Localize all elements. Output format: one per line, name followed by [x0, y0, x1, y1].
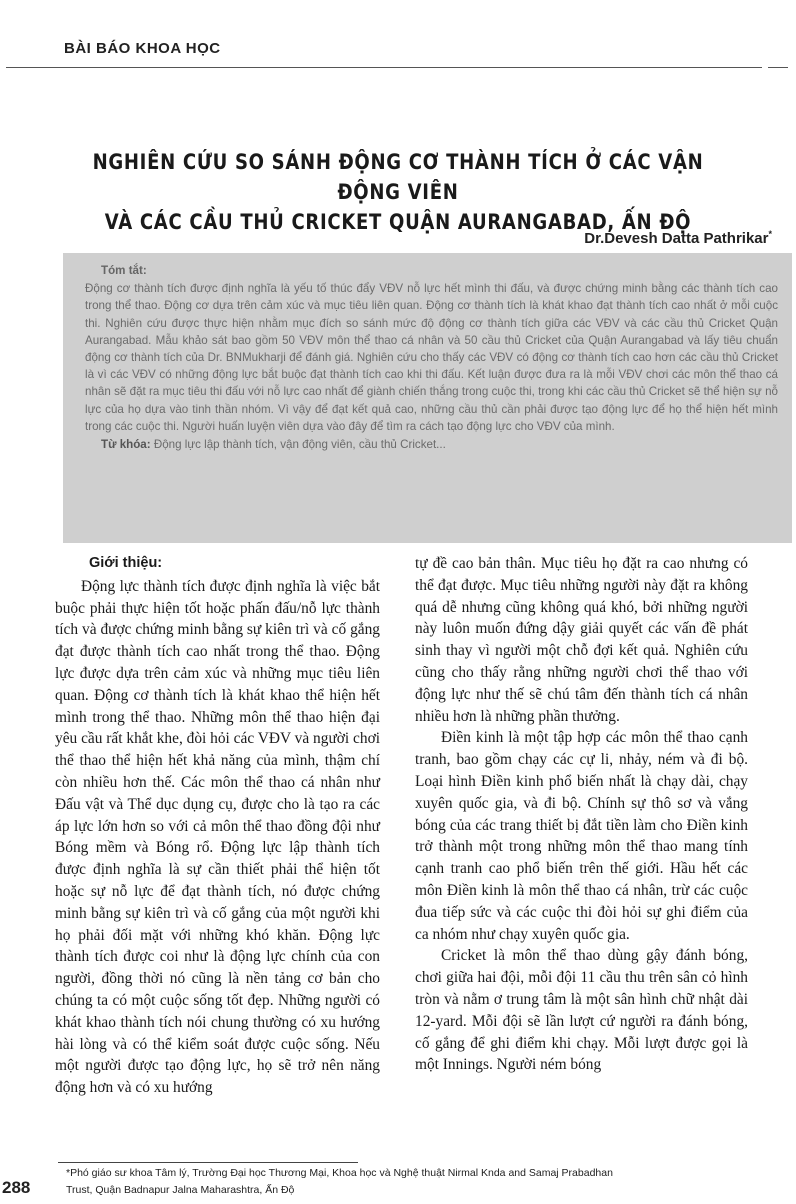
abstract-box — [63, 253, 792, 543]
body-column-right — [415, 553, 748, 1076]
article-title — [82, 147, 715, 237]
keywords-text: Động lực lập thành tích, vận động viên, cầu thủ Cricket... — [153, 438, 446, 452]
keywords — [101, 436, 778, 453]
title-line-2: VÀ CÁC CẦU THỦ CRICKET QUẬN AURANGABAD, ẤN ĐỘ — [104, 210, 692, 234]
page-number: 288 — [2, 1178, 31, 1197]
footnote — [66, 1165, 771, 1199]
section-label: BÀI BÁO KHOA HỌC — [64, 40, 221, 57]
footnote-line-2: Trust, Quận Badnapur Jalna Maharashtra, Ấn Độ — [66, 1184, 295, 1196]
body-paragraph: Cricket là môn thể thao dùng gậy đánh bóng, chơi giữa hai đội, mỗi đội 11 cầu thu trên sân cỏ hình tròn và nằm ơ trung tâm là một sân hình chữ nhật dài 12-yard. Mỗi đội sẽ lần lượt cứ người ra đánh bóng, cố gắng để ghi điểm khi chạy. Mỗi lượt được gọi là một Innings. Người ném bóng — [415, 947, 748, 1074]
abstract-label: Tóm tắt: — [101, 264, 147, 277]
title-line-1: NGHIÊN CỨU SO SÁNH ĐỘNG CƠ THÀNH TÍCH Ở CÁC VẬN ĐỘNG VIÊN — [92, 150, 704, 204]
abstract-text: Động cơ thành tích được định nghĩa là yếu tố thúc đẩy VĐV nỗ lực hết mình thi đấu, và được chứng minh bằng các thành tích cao trong thể thao. Động cơ dựa trên cảm xúc và mục tiêu liên quan. Động cơ thành tích là khát khao đạt thành tích cao nhất ở mỗi cuộc thi. Nghiên cứu được thực hiện nhằm mục đích so sánh mức độ động cơ thành tích giữa các VĐV và các cầu thủ Cricket Quận Aurangabad. Mẫu khảo sát bao gồm 50 VĐV môn thể thao cá nhân và 50 cầu thủ Cricket của Quận Aurangabad và lấy tiêu chuẩn động cơ thành tích của Dr. BNMukharji để đánh giá. Nghiên cứu cho thấy các VĐV có động cơ thành tích cao hơn các cầu thủ Cricket là vì các VĐV có những động lực bắt buộc đạt thành tích cao khi thi đấu. Kết luận được đưa ra là mỗi VĐV chơi các môn thể thao cá nhân sẽ đặt ra mục tiêu thi đấu với nỗ lực cao nhất để giành chiến thắng trong cuộc thi, trong khi các cầu thủ Cricket sẽ thể hiện sự nỗ lực của họ dựa vào tinh thần nhóm. Vì vậy để đạt kết quả cao, những cầu thủ cần phải được tạo động lực để họ thể hiện hết mình trong các cuộc thi. Người huấn luyện viên dựa vào đây để tìm ra cách tạo động lực cho VĐV của mình. — [85, 282, 778, 433]
author-name: Dr.Devesh Datta Pathrikar — [584, 230, 769, 247]
intro-heading: Giới thiệu: — [89, 555, 163, 571]
body-paragraph: tự đề cao bản thân. Mục tiêu họ đặt ra cao nhưng có thể đạt được. Mục tiêu những người này đặt ra không quá dễ nhưng cũng không quá khó, bởi những người này luôn muốn đứng dậy giải quyết các vấn đề phát sinh thay vì người một chỗ đợi kết quả. Nghiên cứu cũng cho thấy rằng những người chơi thể thao với động lực như thế sẽ chú tâm đến thành tích cá nhân nhiều hơn là những phần thưởng. — [415, 555, 748, 725]
header-rule — [6, 67, 762, 68]
footnote-line-1: *Phó giáo sư khoa Tâm lý, Trường Đại học Thương Mại, Khoa học và Nghệ thuật Nirmal Knda and Samaj Prabadhan — [66, 1167, 613, 1179]
footnote-rule — [58, 1162, 358, 1163]
body-column-left — [55, 553, 380, 1099]
body-paragraph: Điền kinh là một tập hợp các môn thể thao cạnh tranh, bao gồm chạy các cự li, nhảy, ném và đi bộ. Loại hình Điền kinh phổ biến nhất là chạy dài, chạy xuyên quốc gia, và đi bộ. Chính sự thô sơ và vắng bóng của các trang thiết bị đắt tiền làm cho Điền kinh trở thành một trong những môn thể thao mang tính cạnh tranh cao phổ biến trên thế giới. Hầu hết các môn Điền kinh là môn thể thao cá nhân, trừ các cuộc đua tiếp sức và các cuộc thi đòi hỏi sự ghi điểm của ca nhóm như chạy xuyên quốc gia. — [415, 729, 748, 943]
body-paragraph: Động lực thành tích được định nghĩa là việc bắt buộc phải thực hiện tốt hoặc phấn đấu/nỗ lực thành tích và được chứng minh bằng sự kiên trì và cố gắng đạt được thành tích cao nhất trong thể thao. Động lực được dựa trên cảm xúc và những mục tiêu liên quan. Động cơ thành tích là khát khao thể hiện hết mình trong thể thao. Những môn thể thao hiện đại yêu cầu rất khắt khe, đòi hỏi các VĐV và người chơi thể thao thể hiện hết khả năng của mình, thậm chí còn nhiều hơn thế. Các môn thể thao cá nhân như Đấu vật và Thể dục dụng cụ, được cho là tạo ra các áp lực lớn hơn so với cả môn thể thao đồng đội như Bóng mềm và Bóng rổ. Động lực lập thành tích được định nghĩa là sự cần thiết phải thể hiện tốt hoặc sự nỗ lực để đạt thành tích, nó được chứng minh bằng sự kiên trì và cố gắng của một người khi họ phải đối mặt với những khó khăn. Động lực thành tích được coi như là động lực chính của con người, đồng thời nó cũng là nền tảng cơ bản cho chúng ta có một cuộc sống tốt đẹp. Những người có khát khao thành tích nói chung thường có xu hướng hài lòng và có thể kiểm soát được cuộc sống. Nếu một người được tạo động lực, họ sẽ trở nên năng động hơn và có xu hướng — [55, 577, 380, 1097]
header-rule-tail — [768, 67, 788, 68]
author-footnote-mark: * — [768, 229, 772, 239]
author — [584, 229, 772, 247]
keywords-label: Từ khóa: — [101, 438, 151, 452]
